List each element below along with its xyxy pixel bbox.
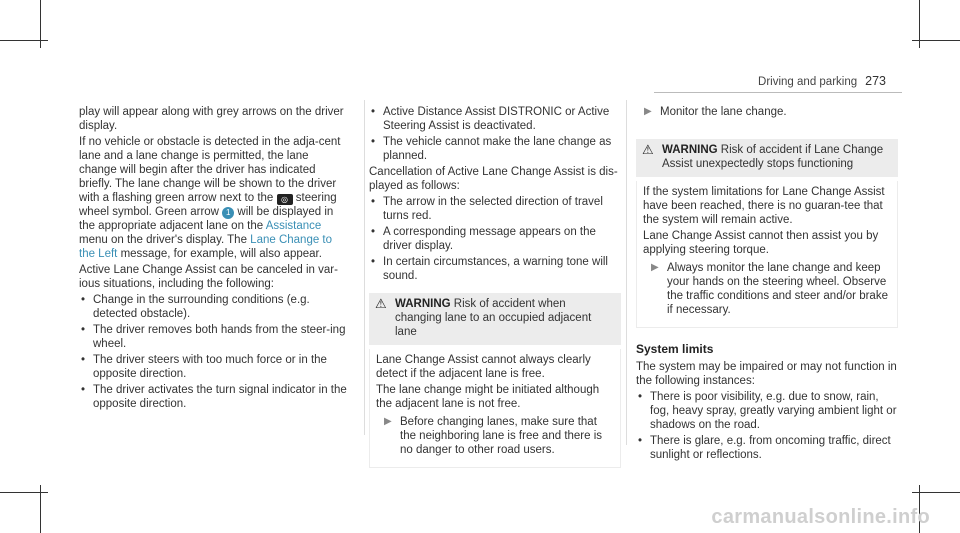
paragraph: Lane Change Assist cannot then assist you by applying steering torque.: [643, 230, 879, 256]
text: message, for example, will also appear.: [120, 248, 322, 260]
instruction: [643, 261, 891, 317]
list-item: • The driver activates the turn signal indicator in the opposite direction.: [79, 383, 349, 411]
list-item: • Active Distance Assist DISTRONIC or Active Steering Assist is deactivated.: [369, 105, 621, 133]
warning-icon: ⚠: [375, 296, 387, 311]
warning-label: WARNING: [395, 298, 451, 310]
list-item: • The vehicle cannot make the lane change as planned.: [369, 135, 621, 163]
column-divider: [626, 100, 627, 445]
text: steering wheel symbol. Green arrow: [79, 192, 337, 218]
play-arrow-icon: ▶: [384, 416, 392, 427]
paragraph: play will appear along with grey arrows on the driver display.: [79, 106, 344, 132]
warning-label: WARNING: [662, 144, 718, 156]
paragraph: Active Lane Change Assist can be canceled in var-ious situations, including the following:: [79, 264, 338, 290]
crop-mark: [0, 40, 48, 41]
watermark: carmanualsonline.info: [711, 506, 930, 528]
paragraph: Lane Change Assist cannot always clearly detect if the adjacent lane is free.: [376, 354, 591, 380]
play-arrow-icon: ▶: [644, 106, 652, 117]
warning-title: Risk of accident when changing lane to an occupied adjacent lane: [395, 298, 592, 338]
menu-link[interactable]: Assistance: [265, 220, 322, 232]
crop-mark: [0, 492, 48, 493]
instruction-text: Always monitor the lane change and keep your hands on the steering wheel. Observe the traffic conditions and steer and/or brake if necessary.: [667, 262, 888, 316]
text: menu on the driver's display. The: [79, 234, 247, 246]
instruction-text: Monitor the lane change.: [660, 106, 787, 118]
warning-body: [636, 181, 898, 328]
column-2: [369, 105, 621, 468]
header-divider: [654, 92, 902, 93]
column-3: [636, 105, 898, 464]
list-item: • The driver steers with too much force or in the opposite direction.: [79, 353, 349, 381]
column-divider: [364, 100, 365, 435]
list-item: • The arrow in the selected direction of travel turns red.: [369, 195, 621, 223]
list-item: • There is glare, e.g. from oncoming traffic, direct sunlight or reflections.: [636, 434, 898, 462]
paragraph: Cancellation of Active Lane Change Assist is dis-played as follows:: [369, 166, 618, 192]
play-arrow-icon: ▶: [651, 262, 659, 273]
callout-number: 1: [222, 207, 234, 219]
warning-box: [636, 139, 898, 177]
crop-mark: [912, 492, 960, 493]
warning-icon: ⚠: [642, 142, 654, 157]
instruction-text: Before changing lanes, make sure that the neighboring lane is free and there is no danger to other road users.: [400, 416, 603, 456]
warning-body: [369, 349, 621, 468]
text: will be displayed in the appropriate adjacent lane on the: [79, 206, 334, 232]
list-item: • The driver removes both hands from the steer-ing wheel.: [79, 323, 349, 351]
warning-box: [369, 293, 621, 345]
paragraph: [79, 135, 349, 261]
crop-mark: [912, 40, 960, 41]
page-number: 273: [865, 74, 886, 88]
instruction: [376, 415, 614, 457]
column-1: [79, 105, 349, 413]
list-item: • Change in the surrounding conditions (e.g. detected obstacle).: [79, 293, 349, 321]
list-item: • There is poor visibility, e.g. due to snow, rain, fog, heavy spray, greatly varying ambient light or shadows on the road.: [636, 390, 898, 432]
paragraph: The system may be impaired or may not function in the following instances:: [636, 361, 897, 387]
page-header: [758, 74, 886, 88]
message-link[interactable]: Lane Change to the Left: [79, 234, 333, 260]
list-item: • A corresponding message appears on the driver display.: [369, 225, 621, 253]
paragraph: If the system limitations for Lane Change Assist have been reached, there is no guaran-tee that the system will remain active.: [643, 186, 885, 226]
text: If no vehicle or obstacle is detected in the adja-cent lane and a lane change is permitted, the lane change will begin after the driver has indicated briefly. The lane change will be shown to the driver with a flashing green arrow next to the: [79, 136, 341, 204]
section-title: Driving and parking: [758, 76, 858, 88]
warning-title: Risk of accident if Lane Change Assist unexpectedly stops functioning: [662, 144, 884, 170]
instruction: [636, 105, 898, 119]
paragraph: The lane change might be initiated although the adjacent lane is not free.: [376, 384, 600, 410]
steering-wheel-icon: ◎: [277, 194, 293, 205]
list-item: • In certain circumstances, a warning tone will sound.: [369, 255, 621, 283]
section-heading: System limits: [636, 342, 714, 356]
